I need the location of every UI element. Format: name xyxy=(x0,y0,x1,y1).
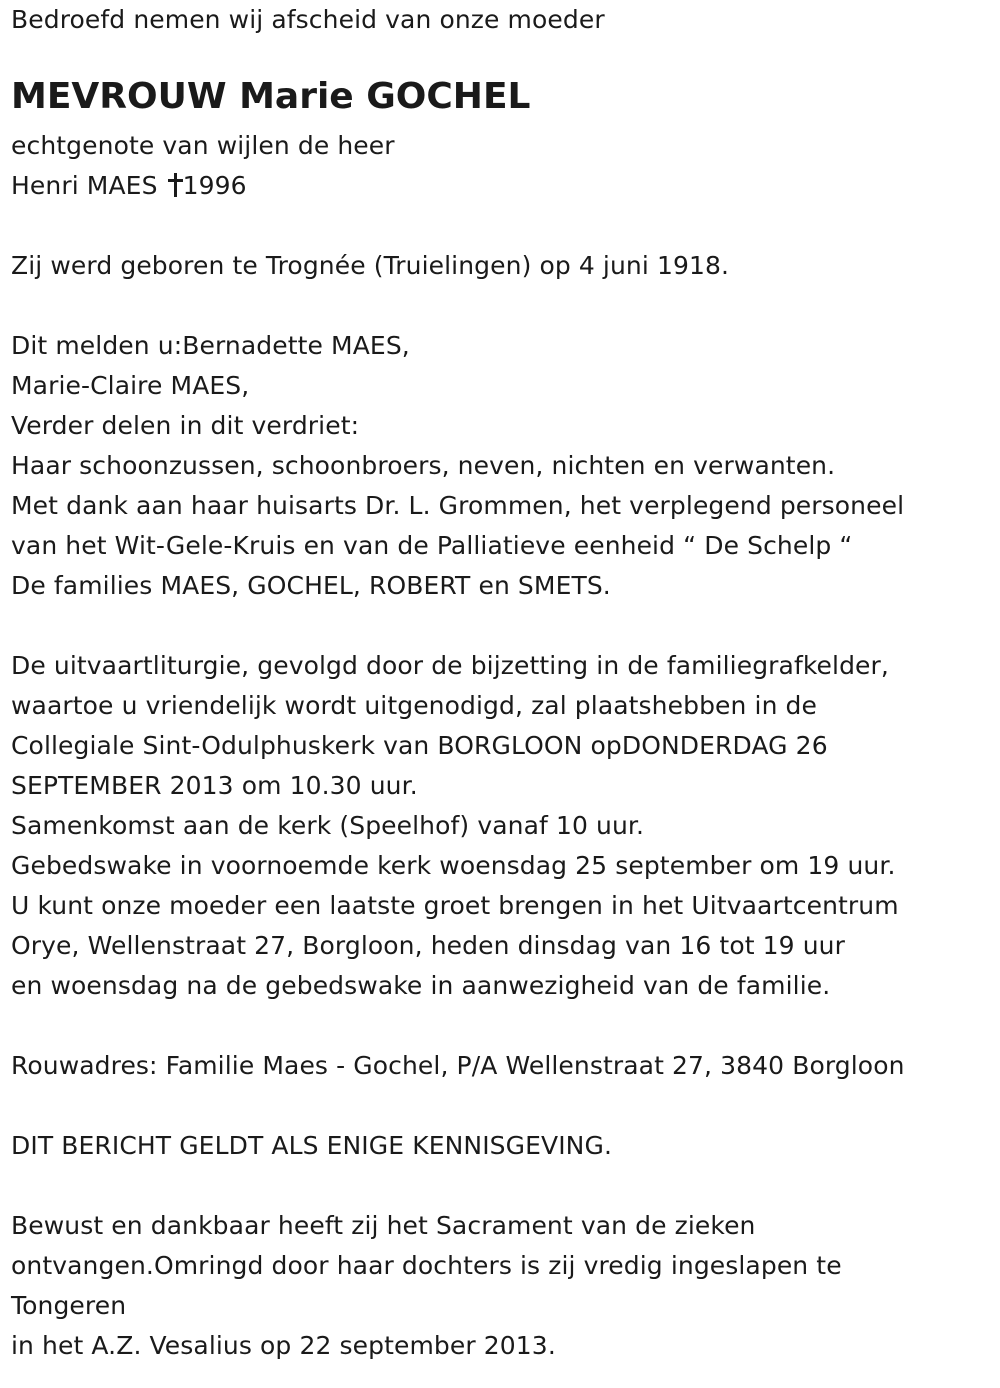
spacer xyxy=(11,286,991,326)
announcer-line: Verder delen in dit verdriet: xyxy=(11,411,360,440)
announcer-line: Met dank aan haar huisarts Dr. L. Grommen, het verplegend personeel xyxy=(11,491,905,520)
closing-line: ontvangen.Omringd door haar dochters is zij vredig ingeslapen te xyxy=(11,1251,842,1280)
spouse-death-year: 1996 xyxy=(182,171,247,200)
announcer-line: Haar schoonzussen, schoonbroers, neven, nichten en verwanten. xyxy=(11,451,836,480)
funeral-line: waartoe u vriendelijk wordt uitgenodigd, zal plaatshebben in de xyxy=(11,691,818,720)
announcer-line: Dit melden u:Bernadette MAES, xyxy=(11,331,410,360)
spacer xyxy=(11,206,991,246)
funeral-line: SEPTEMBER 2013 om 10.30 uur. xyxy=(11,771,418,800)
funeral-line: Orye, Wellenstraat 27, Borgloon, heden dinsdag van 16 tot 19 uur xyxy=(11,931,845,960)
intro-text: Bedroefd nemen wij afscheid van onze moeder xyxy=(11,5,605,34)
deceased-name: MEVROUW Marie GOCHEL xyxy=(11,76,531,117)
funeral-line: en woensdag na de gebedswake in aanwezigheid van de familie. xyxy=(11,971,831,1000)
announcer-line: De families MAES, GOCHEL, ROBERT en SMETS. xyxy=(11,571,611,600)
funeral-line: U kunt onze moeder een laatste groet brengen in het Uitvaartcentrum xyxy=(11,891,899,920)
funeral-block xyxy=(11,646,991,1006)
funeral-line: Collegiale Sint-Odulphuskerk van BORGLOON opDONDERDAG 26 xyxy=(11,731,828,760)
spouse-name: Henri MAES xyxy=(11,171,158,200)
closing-line: Tongeren xyxy=(11,1291,127,1320)
closing-line: Bewust en dankbaar heeft zij het Sacrament van de zieken xyxy=(11,1211,756,1240)
official-notice: DIT BERICHT GELDT ALS ENIGE KENNISGEVING. xyxy=(11,1131,612,1160)
funeral-line: Gebedswake in voornoemde kerk woensdag 25 september om 19 uur. xyxy=(11,851,896,880)
announcers-block xyxy=(11,326,991,606)
spacer xyxy=(11,1166,991,1206)
spouse-line: echtgenote van wijlen de heer xyxy=(11,131,395,160)
announcer-line: van het Wit-Gele-Kruis en van de Palliatieve eenheid “ De Schelp “ xyxy=(11,531,853,560)
cross-icon xyxy=(168,173,182,197)
closing-block xyxy=(11,1206,991,1366)
spouse-name-line xyxy=(11,166,991,206)
spacer xyxy=(11,1086,991,1126)
closing-line: in het A.Z. Vesalius op 22 september 2013. xyxy=(11,1331,556,1360)
birth-line: Zij werd geboren te Trognée (Truielingen) op 4 juni 1918. xyxy=(11,251,730,280)
spacer xyxy=(11,606,991,646)
mourning-address: Rouwadres: Familie Maes - Gochel, P/A Wellenstraat 27, 3840 Borgloon xyxy=(11,1051,905,1080)
funeral-line: De uitvaartliturgie, gevolgd door de bijzetting in de familiegrafkelder, xyxy=(11,651,889,680)
announcer-line: Marie-Claire MAES, xyxy=(11,371,250,400)
spacer xyxy=(11,1006,991,1046)
obituary-notice xyxy=(11,0,991,1366)
funeral-line: Samenkomst aan de kerk (Speelhof) vanaf 10 uur. xyxy=(11,811,645,840)
